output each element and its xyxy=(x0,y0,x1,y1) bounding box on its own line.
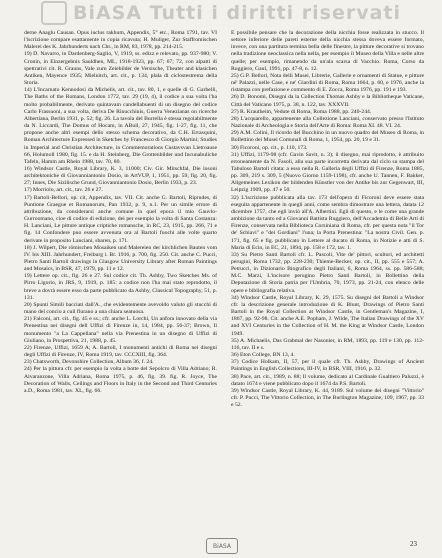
footnote-paragraph: È possibile pensare che la decorazione della nicchia fosse realizzata in stucco. Il settore inferiore delle pareti esterne della nicchia stessa doveva essere formato, invece, con una partitura termina bella delle finestre, la pitture decorative si trovano nella tradizione neoclassica nella nella, per esempio il Museo della Villa e nelle altre quelle; per esempio, rimanendo da un'ala scarsa di Vacchio. Roma, Corso da Ruggiero, Gaul, 1991, pp. 47-8, n. 12. xyxy=(231,30,424,72)
footnote-paragraph: 32) L'iscrizione pubblicata alla tav. 173 dell'opera di Ficoroni deve essere stata eseguita appartenente in quegli anni, come sembra dimostrare una lettera, datata 12 dicembre 1757, che egli inviò all'A. Albertini. Egli di questo, e le come una grande ambizione da tanto ed a Giovanni Battista Ruggiero, dell'Accademia di Belle Arti di Firenze, conservata nella Biblioteca Corsiniana di Roma, cfr. per questa nota "il Tor de' Schiavi" e "dei Gordiani" l'una; la Porta Prenestina: "La nostra Civil. Gen. p. 171, fig. 65 e fig. pubblicato in Lettere al ducato di Roma, in Notizie e atti di S. Maria di Ecin, in EC, 21, 1894, pp. 158 e 172, tav. 1. xyxy=(231,194,424,251)
footnote-paragraph: 24) Per la pittura cfr. per esempio la volta a botte del Sepolcro di Villa Adriano; R. Alvaranzone, Villa Adriana, Roma 1975, p. 46, fig. 39. fig. R. Joyce, The Decoration of Walls, Ceilings and Floors in Italy in the Second and Third Centuries a.D., Roma 1981, tav. XL, fig. 66. xyxy=(24,366,217,394)
footnote-paragraph: 34) Windsor Castle, Royal Library, K. 29, 1575. Su disegni del Bartoli a Windsor cfr. la descrizione generale introduzione di K. Blunt, Drawings of Pietro Santi Bartoli in the Royal Collection at Windsor Castle, in Gentleman's Magazine, I, 1867, pp. 92-98. Cit. anche A.E. Popham, J. Wilde, The Italian Drawings of the XV and XVI Centuries in the Collection of H. M. the King at Windsor Castle, London 1949. xyxy=(231,294,424,337)
footnote-paragraph: 25) G.P. Bellori, Nota delli Musei, Librerie, Gallerie e ornamenti di Statue, e pitture né' Palazzi, nelle Case, e ne' Giardini di Roma, Roma 1664, p. 60, e 1976, anche la ristampa con prefazione e commento di E. Zocca, Roma 1976, pp. 191 e 193. xyxy=(231,72,424,94)
footnote-paragraph: 23) Chatsworth, Devonshire Collection, Album 36, f. 24. xyxy=(24,359,154,366)
footnote-paragraph: 17) Morriolo, art. cit., tav. 26 e 27. xyxy=(24,187,103,194)
footnote-paragraph: 38) Pace, art. cit., 1989, n. 88; Il volume, dedicato al Cardinale Gualtiero Paluzzi, è datato 1674 e viene pubblicato dopo il 1674 da P.S. Bartoli. xyxy=(231,373,424,387)
footnote-paragraph: 14) L'Incarnato Kennodosi da Michelis, art. cit., tav. 80, 1, e quelle di G. Garbelli, The Baths of the Romans, London 1772, tav. 29 (19, 4), il codice a sua volta l'ha molto probabilmente, derivato quintavam candellabuenti di un disegno del codice Carlo Frassuoni, a sua volta, deriva De Rinucchinis, Guerra Venezianas on ricerche Albertiana, Berlin 1931, p. 52; fig. 26. La tavola del Burrella è stessa regolabilmente da N. Liccardi, The Domus of Hocam, in ABull, 27, 1945, fig. 1-27, fig. 11, che propone anche altri esempi dello stesso schema decorativo, da C.H. Errasquini, Roman Architecture Expressed in Sketches by Francesco di Giorgio Martini; Studies in Imperial and Christian Architecture, in Commemorations Custavsvan Lietroause 66, Holumoll 1980, fig. 15. e da H. Steinberg, Die Grottenbilder und Incunabuliche Tafeln, Hamm am Rhein 1988, tav. 70, 80. xyxy=(24,87,217,165)
footnote-paragraph: 28) L'acquarello, appartenente alla Collezione Lanciani, conservato presso l'Istituto Nazionale di Archeologia e Storia dell'Arte di Roma: Roma XI. 48. VI. 24. xyxy=(231,115,424,130)
left-column xyxy=(24,30,217,538)
watermark-text: BiASA Tutti i diritti riservati xyxy=(72,2,402,24)
footnote-paragraph: 26) D. Bonomi, Disegni da la Collection Thomas Ashby e la Bibliotheque Vaticane, Città del Vaticano 1975, p. 38, n. 122, tav. XXXVII. xyxy=(231,94,424,108)
footnote-paragraph: 37) Codice Holkam, II, 57, per il quale cfr. Th. Ashby, Drawings of Ancient Paintings in English Collections, III-IV, in BSR, VIII, 1916, p. 32. xyxy=(231,359,424,373)
footnote-paragraph: 19) Lettere op. cit., fig. 26 e 27. Sul codice cit. Th. Ashby, Two Sketches Ms. of Pirro Ligorio, in JRS, 9, 1919, p. 185: a codice non l'ha mai stato reprodotto, il breve a dovrà essere esso da parte pubblicato da Ashby, Classical Topography, 51, p. 131. xyxy=(24,273,217,301)
footnote-paragraph: 16) Windsor Castle, Royal Library, K. 3, 11000; Civ. Gir. Mitschfal, Die losoni architektoniche di Giovanniantonio Dosio, in ArtVUP, 1, 1951, pp. 59, fig. 20, fig. 27; Innes, Die Sizilische Grund, Giovanniantonio Dosio, Berlin 1933, p. 23. xyxy=(24,165,217,187)
right-column xyxy=(231,30,424,538)
footnote-paragraph: 18) J. Wilpert, Die römischen Mosaiken und Malereien der kirchlichen Bauten vom IV. bis XIII. Jahrhundert, Freiburg i. Br. 1916, p. 700, fig. 250. Cit. anche C. Pucci, Pietro Santi Bartoli drawings in Glasgow University Library after Roman Paintings and Mosaics, in BSR, 47, 1979, pp. 11 e 12. xyxy=(24,244,217,273)
footnote-paragraph: 22) Firenze, Uffizi, 1659 A; A. Bartoli, I monumenti antichi di Roma nei disegni degli Uffizi di Firenze, IV, Roma 1919, tav. CCCXIII, fig. 364. xyxy=(24,344,217,359)
footnote-paragraph: 27) R. Krautheim, Vedute di Roma, Roma 1988, pp. 240-244. xyxy=(231,108,372,115)
footnote-paragraph: derne Anaglu Causan. Opus iuclus rakhum, Appendix, 5° etc., Roma 1791, tav. VI l'iscrizione compare esattamente in copia ricavuta; H. Muliger, Zur Staffromischen Malerei des K. Jahrhunderts nach Chr., in RM, 83, 1978, pp. 214-215. xyxy=(24,30,217,51)
watermark xyxy=(0,0,442,26)
footnote-paragraph: 21) Falconi, art. cit., fig. 45 e ss.; cfr. anche L. Lorchi, Un anfora innovato della via Prenestina nei disegni dell Uffizi di Firenze in, 14, 1984, pp. 56-37; Brown, Il monumento "a La Cappellana" nella via Prenestina in un disegno di Uffizi di Giuliano, in Prospettiva, 21, 1988, p. 45. xyxy=(24,316,217,344)
footnote-paragraph: 31) Uffizi, 1179-98 (cfr. Gavin Savit, n. 3); il disegno, mai riprodotto, è attribuito erroneamente da N. Fasoli, alla sua parte incorretta derivata dal ciclo su stampa del Tabuloso Bartoli citata: a esso nella R. Galleria degli Uffizi di Firenze, Roma 1885, pp. 309, 219 s. 309, 5 (Nuovo Giorno 1159-1198), cfr. anche U. Tannen, F. Bakker, Allgemeines Lexikon der bildenden Künstler von der Antike bis zur Gegenwart, III, Leipzig 1909, pp. 47 e 50. xyxy=(231,151,424,194)
library-stamp: BiASA xyxy=(206,538,238,554)
text-columns xyxy=(24,30,424,538)
footnote-paragraph: 39) Windsor Castle, Royal Library, K. 44, 9189. Sul volume dei disegni "Vittorio" cfr. P. Pucci, The Vittorio Collection, in The Burlington Magazine, 109, 1967, pp. 33 e 52. xyxy=(231,387,424,409)
footnote-paragraph: 36) Eton College, BN 13, 4. xyxy=(231,352,295,359)
footnote-paragraph: 20) Spunti Simili bacciati dall'A., che evidentemente avevoldo valuto gli stucchi di mano del concio a cuil flurano a una chiara seatuosa. xyxy=(24,301,217,316)
footnote-paragraph: 19) D. Navarro, in Dardenberg-Saglio, V, 1919, ss. edizz e relevato, pp. 937-980; V. Cronin, in Einzergebnis Sauldhen, ML, 1918-1923, pp. 67; 67; 72, con alpatti di spettrativi cit. R. Grauns, Vale zurn Zeiebilder de Versische, Theater and klasichen Antiken, Mayence 1935; Mielnitch, art. cit., p. 134, plala di ciclostestrema della Storia. xyxy=(24,51,217,87)
footnote-paragraph: 17) Bartoli-Bellori, op. cit, Appendix, tav. VII. Cit. anche G. Bartoli, Riprudes, di Puntione Graegue et Romanorum, Pan 1932, p. 9, n.1. Per un simile errore di attribuzione, da considerarsi anche comune in quel epoca il mio Gauvlo-Gurroomano, cioe di codice di edizione, dei per esempio la volta di Santa Costanza: H. Lanciani, Le pitture antique criptiche romansche, in RC, 23, 1915, pp. 266, 71 e fig. 14 Confondere puo essere avvenuta ora al Bartoli fuochi alle volte quarto derivate in proposito Lanciani, sbaren, p. 171. xyxy=(24,194,217,244)
footnote-paragraph: 29) A.M. Colini, Il ricordo del Bucchino in un nuovo quadro del Museo di Roma, in Bollettino dei Musei Comunali di Roma, 1, 1954, pp. 20, 19 e 31. xyxy=(231,130,424,144)
watermark-seal-icon xyxy=(41,1,67,25)
footnote-paragraph: 30) Ficoroni, op. cit., p. 110, 173. xyxy=(231,144,308,151)
footnote-paragraph: 35) A. Michaelis, Das Grabmal der Nasonier, in RM, 1893, pp. 119 e 130, pp. 112-116, tav. II e s. xyxy=(231,337,424,351)
page-number: 23 xyxy=(410,540,417,548)
footnote-paragraph: 33) Su Pietro Santi Bartoli cfr. L. Pascoli, Vite de' pittori, scultori, ed architetti perugini, Roma 1732, pp. 228-230; Thieme-Becker, op. cit., II, pp. 555 e 557; A. Petrucci, in Dizionario Biografico degli Italiani, 6, Roma 1964, ss. pp. 586-588; M.C. Marzi, L'incisore perugino Pietro Santi Bartoli, in Bollettino della Deputazione di Storia patria per l'Umbria, 70, 1973, pp. 21-24, con elenco delle opere e bibliografia relativa. xyxy=(231,251,424,294)
